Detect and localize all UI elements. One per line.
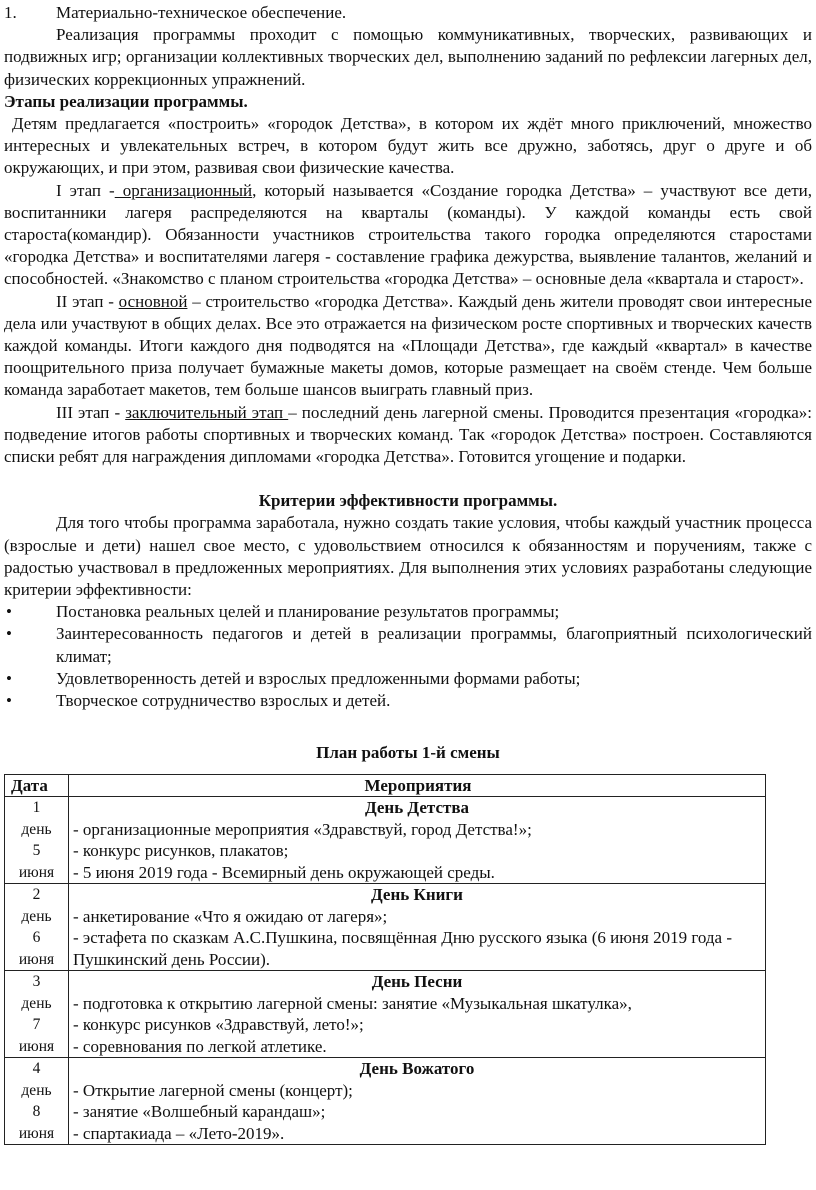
stage-3-prefix: III этап - <box>56 402 126 422</box>
column-header-events: Мероприятия <box>69 774 766 797</box>
table-row <box>5 1058 766 1145</box>
spacer <box>4 468 812 490</box>
date-cell: 2 день 6 июня <box>5 884 69 971</box>
column-header-date: Дата <box>5 774 69 797</box>
events-cell <box>69 884 766 971</box>
criteria-item: • Удовлетворенность детей и взрослых предложенными формами работы; <box>4 668 812 690</box>
date-cell: 4 день 8 июня <box>5 1058 69 1145</box>
stages-intro: Детям предлагается «построить» «городок Детства», в котором их ждёт много приключений, множество интересных и увлекательных встреч, в котором будут жить все дружно, заботясь, друг о друге и об окружающих, и при этом, развивая свои физические качества. <box>4 114 812 178</box>
event-item: - Открытие лагерной смены (концерт); <box>73 1080 353 1100</box>
event-item: - конкурс рисунков, плакатов; <box>73 841 289 860</box>
event-item: - спартакиада – «Лето-2019». <box>73 1123 285 1143</box>
section-title: Материально-техническое обеспечение. <box>56 3 347 22</box>
intro-paragraph: Реализация программы проходит с помощью коммуникативных, творческих, развивающих и подвижных игр; организации коллективных творческих дел, выполнению заданий по рефлексии лагерных дел, физических коррекционных упражнений. <box>4 25 812 89</box>
event-item: - соревнования по легкой атлетике. <box>73 1036 327 1056</box>
bullet-icon: • <box>6 668 12 688</box>
criteria-list <box>4 601 812 712</box>
criteria-item: • Постановка реальных целей и планирование результатов программы; <box>4 601 812 623</box>
table-row <box>5 797 766 884</box>
section-number: 1. <box>4 3 17 22</box>
criteria-item: • Творческое сотрудничество взрослых и детей. <box>4 690 812 712</box>
stage-1-paragraph <box>4 180 812 291</box>
event-item: - эстафета по сказкам А.С.Пушкина, посвящённая Дню русского языка (6 июня 2019 года - Пушкинский день России). <box>73 928 733 969</box>
events-cell <box>69 797 766 884</box>
event-item: - анкетирование «Что я ожидаю от лагеря»; <box>73 906 388 926</box>
events-cell <box>69 1058 766 1145</box>
bullet-icon: • <box>6 691 12 711</box>
criteria-item: • Заинтересованность педагогов и детей в реализации программы, благоприятный психологический климат; <box>6 624 812 666</box>
table-header-row <box>5 774 766 797</box>
table-row <box>5 884 766 971</box>
event-item: - подготовка к открытию лагерной смены: занятие «Музыкальная шкатулка», <box>73 993 632 1013</box>
stages-heading: Этапы реализации программы. <box>4 91 248 111</box>
stage-1-text: , который называется «Создание городка Детства» – участвуют все дети, воспитанники лагеря распределяются на кварталы (команды). У каждой команды есть свой староста(командир). Обязанности участников строительства такого городка определяются старостами «городка Детства» и воспитателями лагеря - составление графика дежурства, выявление талантов, желаний и способностей. «Знакомство с планом строительства «городка Детства» – основные дела «квартала и старост». <box>4 180 812 289</box>
day-title: День Детства <box>364 798 470 817</box>
stage-3-text: – последний день лагерной смены. Проводится презентация «городка»: подведение итогов работы спортивных и творческих команд. Так «городок Детства» построен. Составляются списки ребят для награждения дипломами «городка Детства». Готовится угощение и подарки. <box>4 402 813 467</box>
bullet-icon: • <box>6 624 12 644</box>
day-title: День Книги <box>371 885 463 904</box>
plan-table <box>4 774 766 1146</box>
criteria-intro: Для того чтобы программа заработала, нужно создать такие условия, чтобы каждый участник процесса (взрослые и дети) нашел свое место, с удовольствием относился к обязанностям и поручениям, также с радостью участвовал в предложенных мероприятиях. Для выполнения этих условиях разработаны следующие критерии эффективности: <box>4 513 812 600</box>
stage-2-name: основной <box>118 291 188 311</box>
events-cell <box>69 971 766 1058</box>
stage-2-text: – строительство «городка Детства». Каждый день жители проводят свои интересные дела или участвуют в общих делах. Все это отражается на физическом росте спортивных и творческих качеств каждой команды. Итоги каждого дня подводятся на «Площади Детства», где каждый «квартал» в качестве поощрительного приза получает бумажные макеты домов, которые размещает на своём стенде. Чем больше команда заработает макетов, тем больше шансов выиграть главный приз. <box>4 291 812 400</box>
plan-heading: План работы 1-й смены <box>316 743 500 763</box>
stage-3-name: заключительный этап <box>125 402 289 422</box>
stage-2-prefix: II этап - <box>56 291 119 311</box>
day-title: День Вожатого <box>359 1059 475 1078</box>
bullet-icon: • <box>6 602 12 622</box>
stage-1-prefix: I этап - <box>56 180 115 200</box>
spacer <box>4 712 812 742</box>
event-item: - 5 июня 2019 года - Всемирный день окружающей среды. <box>73 862 495 882</box>
section-heading <box>4 2 812 24</box>
event-item: - занятие «Волшебный карандаш»; <box>73 1102 326 1121</box>
table-row <box>5 971 766 1058</box>
event-item: - организационные мероприятия «Здравствуй, город Детства!»; <box>73 819 532 839</box>
day-title: День Песни <box>371 972 463 991</box>
event-item: - конкурс рисунков «Здравствуй, лето!»; <box>73 1015 364 1034</box>
date-cell: 1 день 5 июня <box>5 797 69 884</box>
date-cell: 3 день 7 июня <box>5 971 69 1058</box>
stage-1-name: организационный <box>114 180 253 200</box>
stage-2-paragraph <box>4 291 812 402</box>
criteria-heading: Критерии эффективности программы. <box>258 491 558 511</box>
stage-3-paragraph <box>4 402 812 469</box>
